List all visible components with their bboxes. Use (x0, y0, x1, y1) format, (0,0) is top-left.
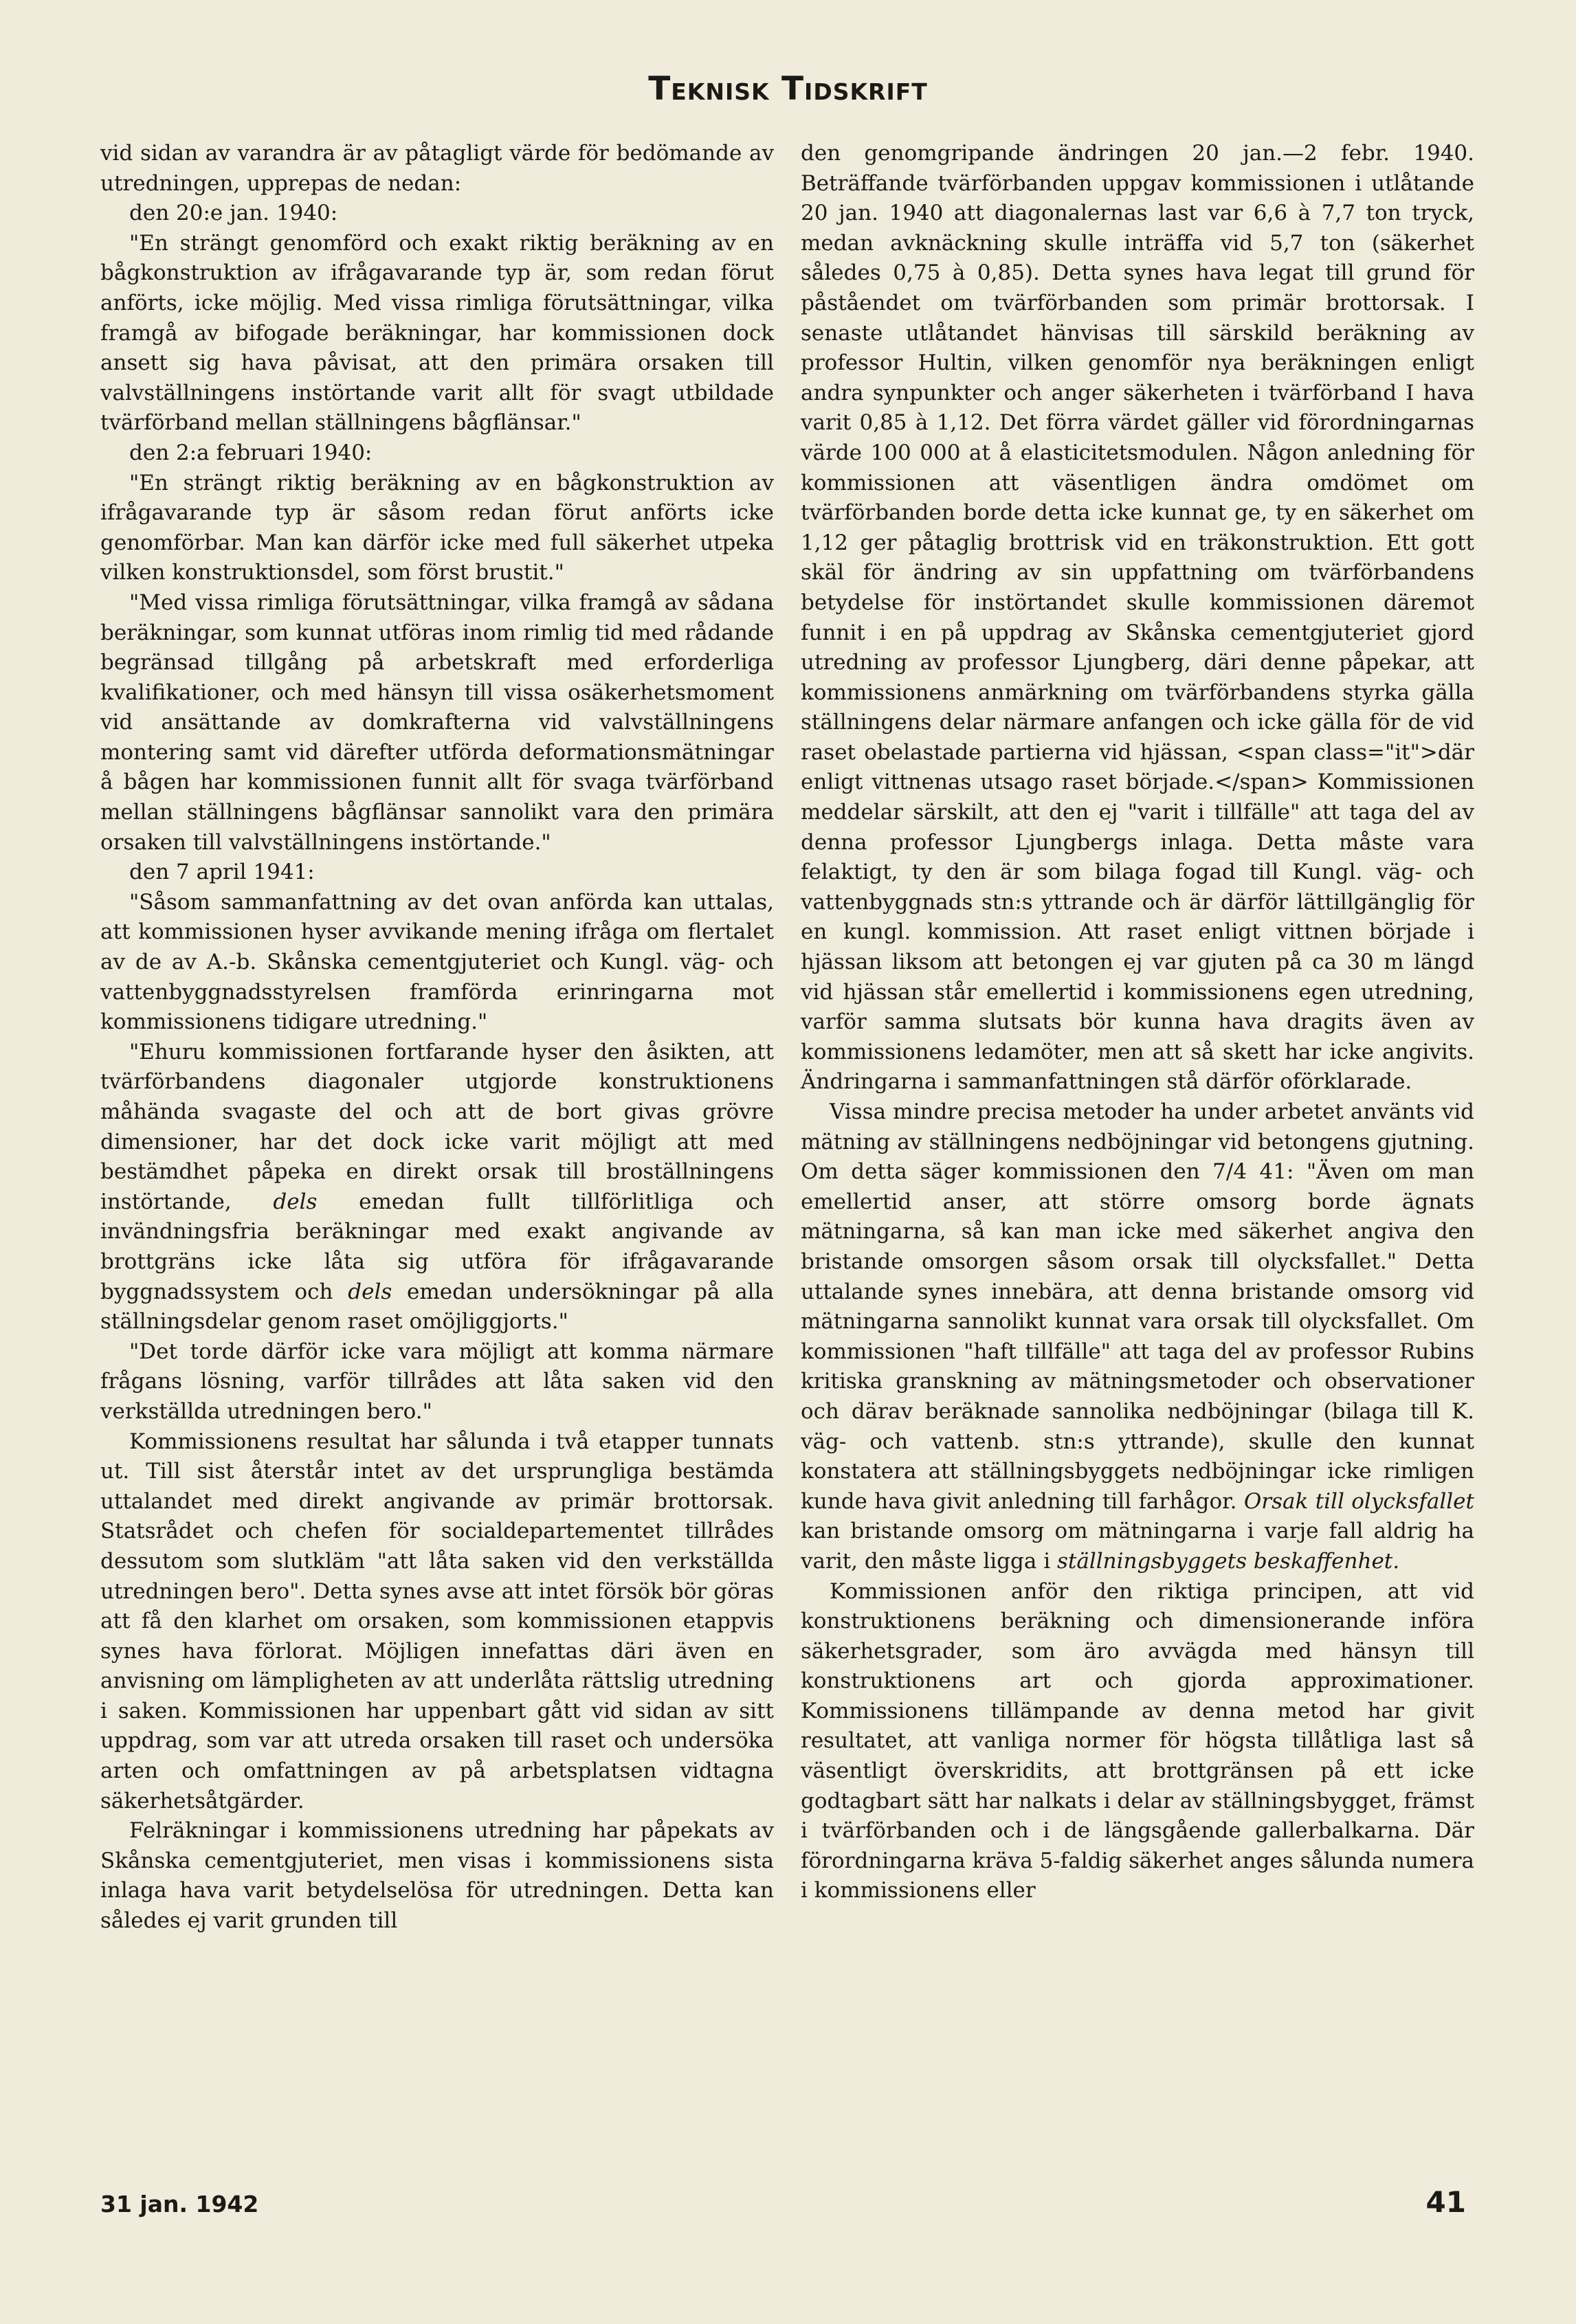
paragraph: Vissa mindre precisa metoder ha under arbetet använts vid mätning av ställningens nedböjningar vid betongens gjutning. Om detta säger kommissionen den 7/4 41: "Även om man emellertid anser, att större omsorg borde ägnats mätningarna, så kan man icke med säkerhet angiva den bristande omsorgen såsom orsak till olycksfallet." Detta uttalande synes innebära, att denna bristande omsorg vid mätningarna sannolikt kunnat vara orsak till olycksfallet. Om kommissionen "haft tillfälle" att taga del av professor Rubins kritiska granskning av mätningsmetoder och observationer och därav beräknade sannolika nedböjningar (bilaga till K. väg- och vattenb. stn:s yttrande), skulle den kunnat konstatera att ställningsbyggets nedböjningar icke rimligen kunde hava givit anledning till farhågor. Orsak till olycksfallet kan bristande omsorg om mätningarna i varje fall aldrig ha varit, den måste ligga i ställningsbyggets beskaffenhet. (801, 1099, 1474, 1574)
paragraph: Kommissionen anför den riktiga principen, att vid konstruktionens beräkning och dimensionerande införa säkerhetsgrader, som äro avvägda med hänsyn till konstruktionens art och gjorda approximationer. Kommissionens tillämpande av denna metod har givit resultatet, att vanliga normer för högsta tillåtliga last så väsentligt överskridits, att brottgränsen på ett icke godtagbart sätt har nalkats i delar av ställningsbygget, främst i tvärförbanden och i de längsgående gallerbalkarna. Där förordningarna kräva 5-faldig säkerhet anges sålunda numera i kommissionens eller (801, 1578, 1474, 1903)
paragraph: den 7 april 1941: (129, 860, 315, 885)
paragraph: den genomgripande ändringen 20 jan.—2 febr. 1940. Beträffande tvärförbanden uppgav kommissionen i utlåtande 20 jan. 1940 att diagonalernas last var 6,6 à 7,7 ton tryck, medan avknäckning skulle inträffa vid 5,7 ton (säkerhet således 0,75 à 0,85). Detta synes hava legat till grund för påståendet om tvärförbanden som primär brottorsak. I senaste utlåtandet hänvisas till särskild beräkning av professor Hultin, vilken genomför nya beräkningen enligt andra synpunkter och anger säkerheten i tvärförband I hava varit 0,85 à 1,12. Det förra värdet gäller vid förordningarnas värde 100 000 at å elasticitetsmodulen. Någon anledning för kommissionen att väsentligen ändra omdömet om tvärförbanden borde detta icke kunnat ge, ty en säkerhet om 1,12 ger påtaglig brottrisk vid en träkonstruktion. Ett gott skäl för ändring av sin uppfattning om tvärförbandens betydelse för instörtandet skulle kommissionen däremot funnit i en på uppdrag av Skånska cementgjuteriet gjord utredning av professor Ljungberg, däri denne påpekar, att kommissionens anmärkning om tvärförbandens styrka gälla ställningens delar närmare anfangen och icke gälla för de vid raset obelastade partierna vid hjässan, <span class="it">där enligt vittnenas utsago raset började.</span> Kommissionen meddelar särskilt, att den ej "varit i tillfälle" att taga del av denna professor Ljungbergs inlaga. Detta måste vara felaktigt, ty den är som bilaga fogad till Kungl. väg- och vattenbyggnads stn:s yttrande och är därför lättillgänglig för en kungl. kommission. Att raset enligt vittnen började i hjässan liksom att betongen ej var gjuten på ca 30 m längd vid hjässan står emellertid i kommissionens egen utredning, varför samma slutsats bör kunna hava dragits även av kommissionens ledamöter, men att så skett har icke angivits. Ändringarna i sammanfattningen stå därför oförklarade. (801, 141, 1474, 1095)
paragraph: "Såsom sammanfattning av det ovan anförda kan uttalas, att kommissionen hyser avvikande mening ifråga om flertalet av de av A.-b. Skånska cementgjuteriet och Kungl. väg- och vattenbyggnadsstyrelsen framförda erinringarna mot kommissionens tidigare utredning." (100, 889, 774, 1035)
page-number: 41 (1425, 2185, 1466, 2219)
paragraph: "Det torde därför icke vara möjligt att komma närmare frågans lösning, varför tillrådes att låta saken vid den verkställda utredningen bero." (100, 1339, 774, 1424)
issue-date: 31 jan. 1942 (100, 2191, 259, 2217)
journal-header: Teknisk Tidskrift (648, 70, 928, 108)
right-column (801, 139, 1474, 1906)
paragraph: vid sidan av varandra är av påtagligt värde för bedömande av utredningen, upprepas de nedan: (100, 141, 774, 196)
left-column (100, 139, 774, 1936)
paragraph: den 2:a februari 1940: (129, 440, 373, 465)
paragraph: den 20:e jan. 1940: (129, 201, 338, 226)
paragraph: Felräkningar i kommissionens utredning har påpekats av Skånska cementgjuteriet, men visas i kommissionens sista inlaga hava varit betydelselösa för utredningen. Detta kan således ej varit grunden till (100, 1818, 774, 1934)
paragraph: "Med vissa rimliga förutsättningar, vilka framgå av sådana beräkningar, som kunnat utföras inom rimlig tid med rådande begränsad tillgång på arbetskraft med erforderliga kvalifikationer, och med hänsyn till vissa osäkerhetsmoment vid ansättande av domkrafterna vid valvställningens montering samt vid därefter utförda deformationsmätningar å bågen har kommissionen funnit allt för svaga tvärförband mellan ställningens bågflänsar sannolikt vara den primära orsaken till valvställningens instörtande." (100, 590, 774, 855)
paragraph: Kommissionens resultat har sålunda i två etapper tunnats ut. Till sist återstår intet av det ursprungliga bestämda uttalandet med direkt angivande av primär brottorsak. Statsrådet och chefen för socialdepartementet tillrådes dessutom som slutkläm "att låta saken vid den verkställda utredningen bero". Detta synes avse att intet försök bör göras att få den klarhet om orsaken, som kommissionen etappvis synes hava förlorat. Möjligen innefattas däri även en anvisning om lämpligheten av att underlåta rättslig utredning i saken. Kommissionen har uppenbart gått vid sidan av sitt uppdrag, som var att utreda orsaken till raset och undersöka arten och omfattningen av på arbetsplatsen vidtagna säkerhetsåtgärder. (100, 1429, 774, 1813)
paragraph: "En strängt riktig beräkning av en bågkonstruktion av ifrågavarande typ är såsom redan förut anförts icke genomförbar. Man kan därför icke med full säkerhet utpeka vilken konstruktionsdel, som först brustit." (100, 470, 774, 585)
paragraph: "Ehuru kommissionen fortfarande hyser den åsikten, att tvärförbandens diagonaler utgjorde konstruktionens måhända svagaste del och att de bort givas grövre dimensioner, har det dock icke varit möjligt att med bestämdhet påpeka en direkt orsak till broställningens instörtande, dels emedan fullt tillförlitliga och invändningsfria beräkningar med exakt angivande av brottgräns icke låta sig utföra för ifrågavarande byggnadssystem och dels emedan undersökningar på alla ställningsdelar genom raset omöjliggjorts." (100, 1039, 774, 1334)
paragraph: "En strängt genomförd och exakt riktig beräkning av en bågkonstruktion av ifrågavarande typ är, som redan förut anförts, icke möjlig. Med vissa rimliga förutsättningar, vilka framgå av bifogade beräkningar, har kommissionen dock ansett sig hava påvisat, att den primära orsaken till valvställningens instörtande varit allt för svagt utbildade tvärförband mellan ställningens bågflänsar." (100, 230, 774, 436)
